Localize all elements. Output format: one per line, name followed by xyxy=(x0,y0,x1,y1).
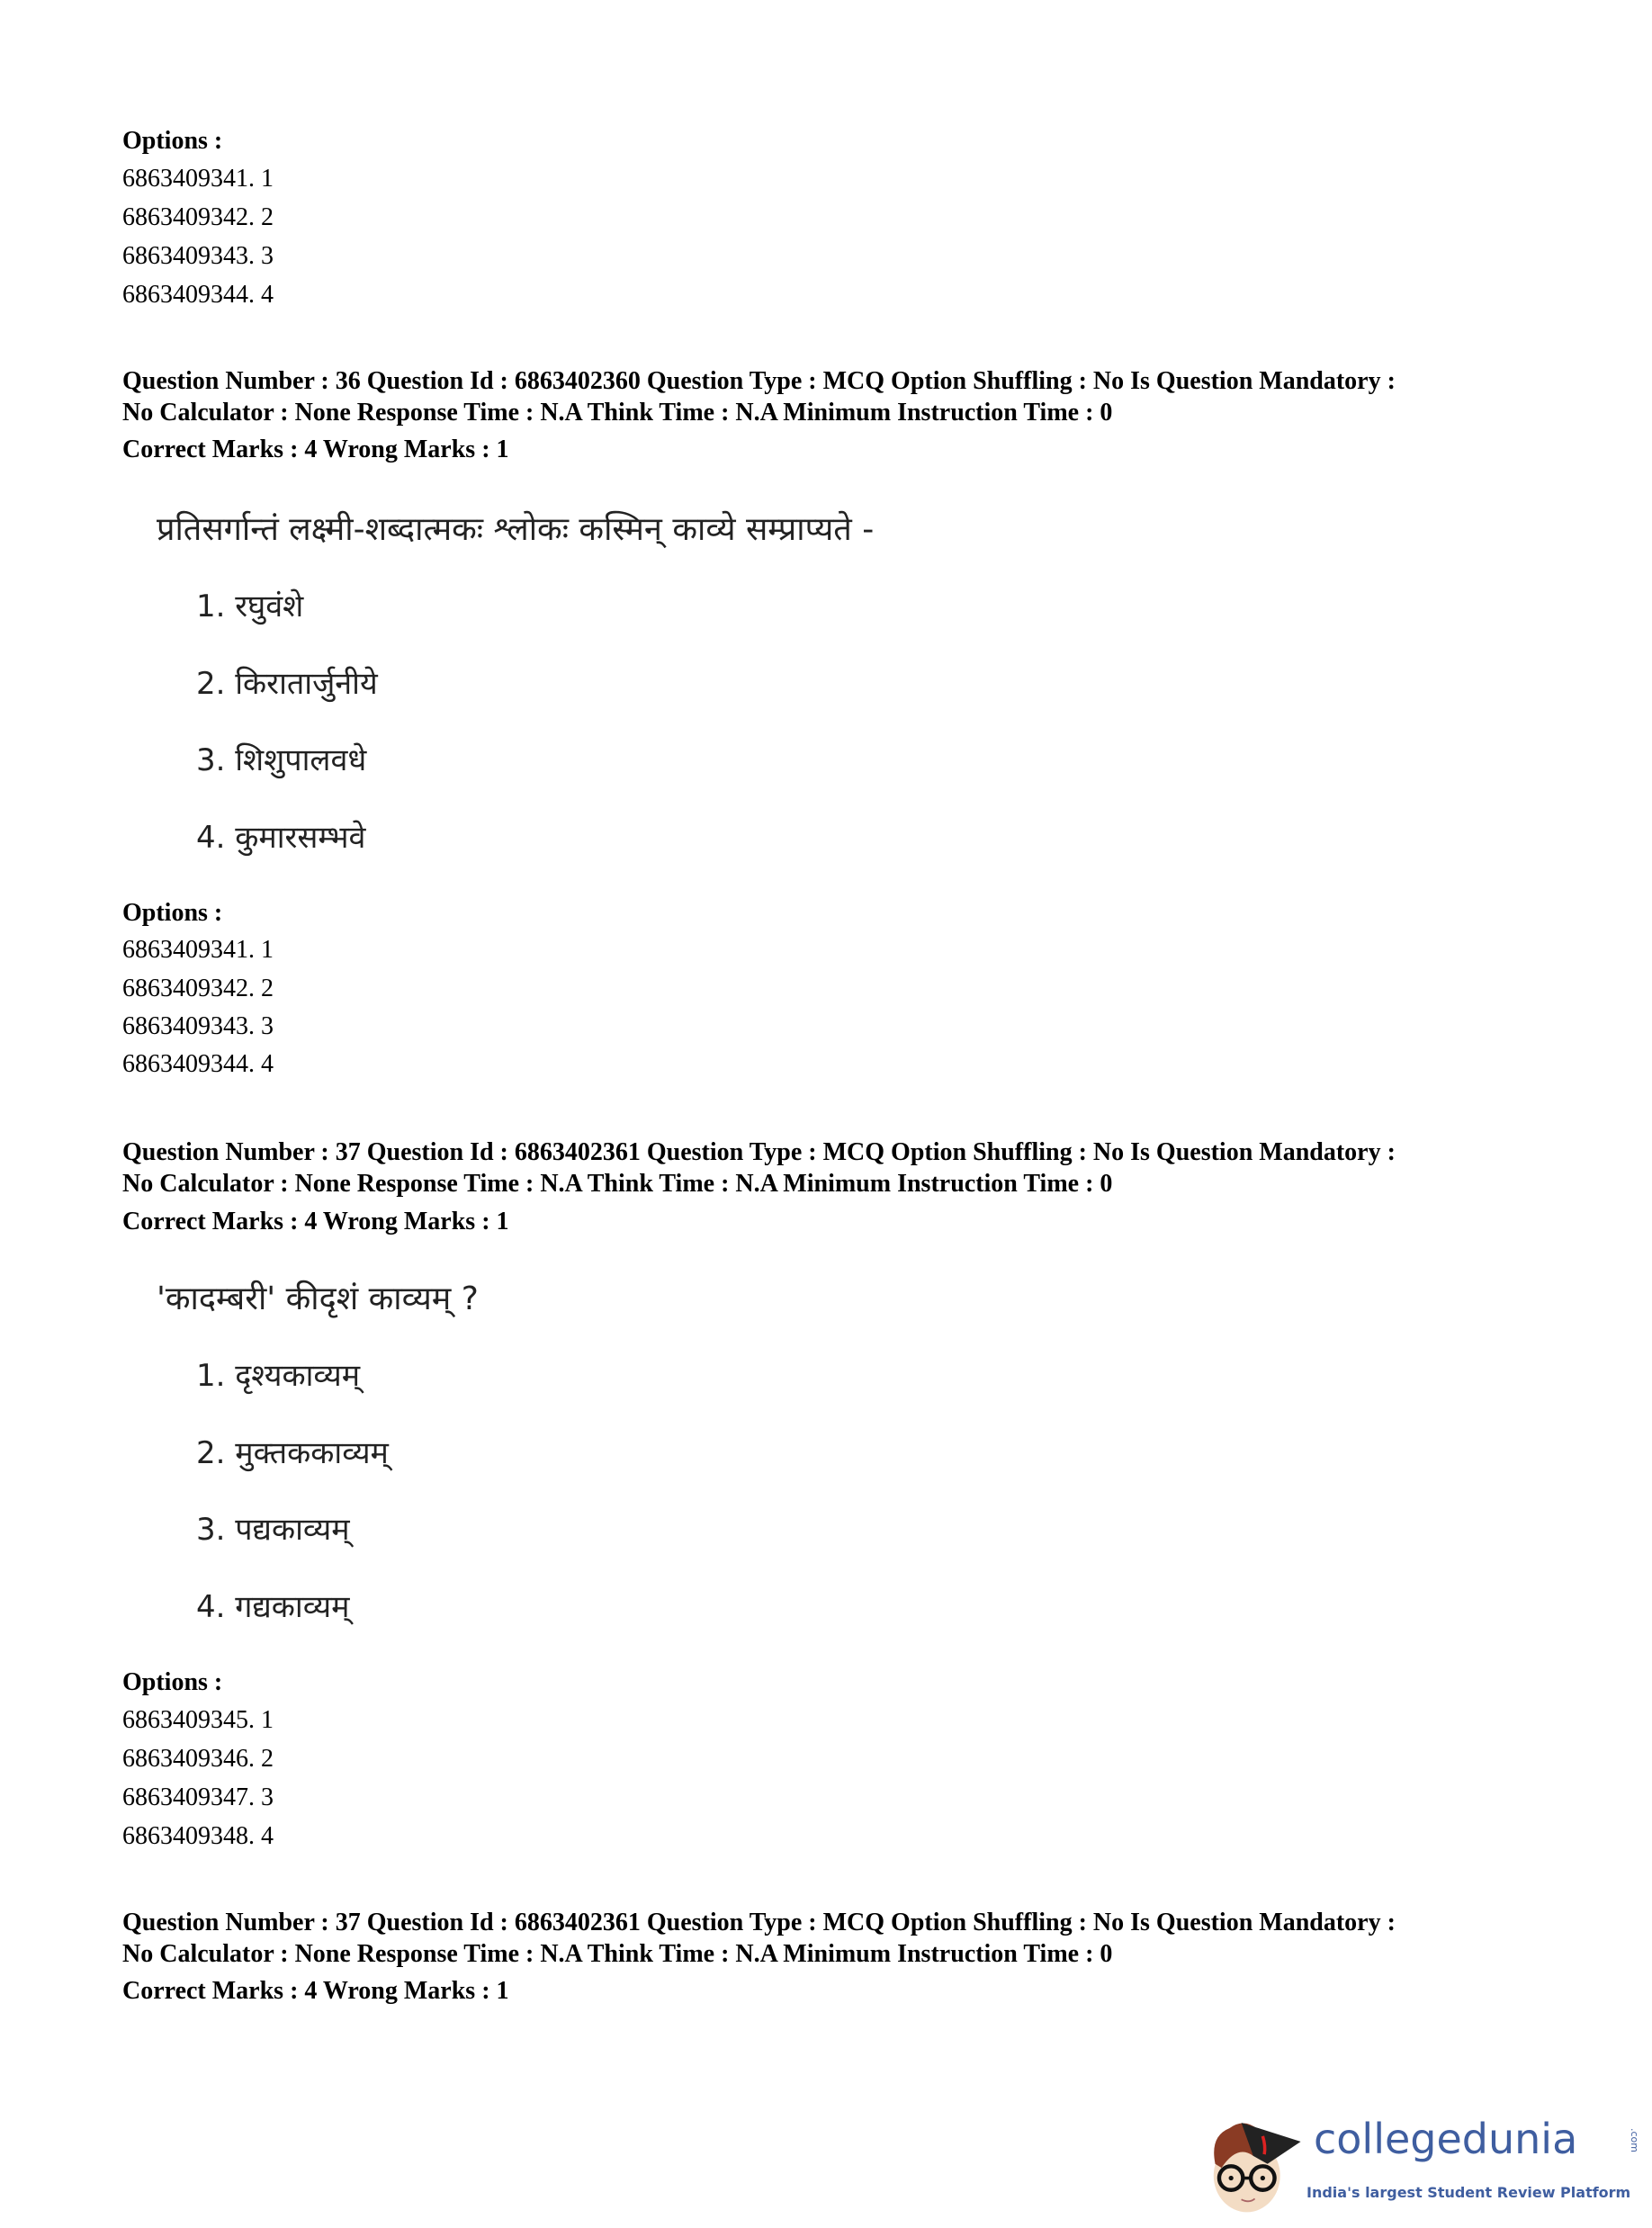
option-id: 6863409343. 3 xyxy=(122,1012,274,1040)
choice: 4. गद्यकाव्यम् xyxy=(196,1589,350,1625)
question-header: Question Number : 36 Question Id : 6863402360 Question Type : MCQ Option Shuffling : No Is Question Mandatory : xyxy=(122,367,1396,395)
question-text: प्रतिसर्गान्तं लक्ष्मी-शब्दात्मकः श्लोकः कस्मिन् काव्ये सम्प्राप्यते - xyxy=(157,511,875,548)
option-id: 6863409348. 4 xyxy=(122,1822,274,1850)
question-header: Question Number : 37 Question Id : 6863402361 Question Type : MCQ Option Shuffling : No Is Question Mandatory : xyxy=(122,1138,1396,1166)
question-marks: Correct Marks : 4 Wrong Marks : 1 xyxy=(122,436,509,463)
question-header: Question Number : 37 Question Id : 6863402361 Question Type : MCQ Option Shuffling : No Is Question Mandatory : xyxy=(122,1909,1396,1936)
option-id: 6863409341. 1 xyxy=(122,165,274,193)
choice: 2. मुक्तककाव्यम् xyxy=(196,1435,389,1471)
options-label: Options : xyxy=(122,127,223,155)
option-id: 6863409346. 2 xyxy=(122,1745,274,1773)
choice: 2. किरातार्जुनीये xyxy=(196,666,378,702)
option-id: 6863409345. 1 xyxy=(122,1706,274,1734)
option-id: 6863409347. 3 xyxy=(122,1783,274,1811)
logo-wordmark: collegedunia xyxy=(1314,2115,1578,2163)
options-label: Options : xyxy=(122,1668,223,1696)
question-marks: Correct Marks : 4 Wrong Marks : 1 xyxy=(122,1208,509,1235)
choice: 3. पद्यकाव्यम् xyxy=(196,1512,350,1548)
collegedunia-logo xyxy=(1206,2101,1647,2223)
question-header: No Calculator : None Response Time : N.A Think Time : N.A Minimum Instruction Time : 0 xyxy=(122,1940,1113,1968)
option-id: 6863409342. 2 xyxy=(122,203,274,231)
option-id: 6863409343. 3 xyxy=(122,242,274,270)
question-text: 'कादम्बरी' कीदृशं काव्यम् ? xyxy=(157,1280,479,1317)
logo-tagline: India's largest Student Review Platform xyxy=(1306,2184,1631,2201)
question-marks: Correct Marks : 4 Wrong Marks : 1 xyxy=(122,1977,509,2005)
option-id: 6863409344. 4 xyxy=(122,281,274,309)
choice: 1. रघुवंशे xyxy=(196,588,304,624)
question-header: No Calculator : None Response Time : N.A Think Time : N.A Minimum Instruction Time : 0 xyxy=(122,1170,1113,1198)
question-header: No Calculator : None Response Time : N.A Think Time : N.A Minimum Instruction Time : 0 xyxy=(122,399,1113,427)
mascot-icon xyxy=(1206,2101,1305,2223)
option-id: 6863409341. 1 xyxy=(122,936,274,964)
choice: 3. शिशुपालवधे xyxy=(196,742,367,778)
choice: 4. कुमारसम्भवे xyxy=(196,820,366,856)
option-id: 6863409342. 2 xyxy=(122,975,274,1002)
options-label: Options : xyxy=(122,899,223,927)
choice: 1. दृश्यकाव्यम् xyxy=(196,1358,361,1394)
option-id: 6863409344. 4 xyxy=(122,1050,274,1078)
logo-domain: .com xyxy=(1629,2128,1640,2152)
